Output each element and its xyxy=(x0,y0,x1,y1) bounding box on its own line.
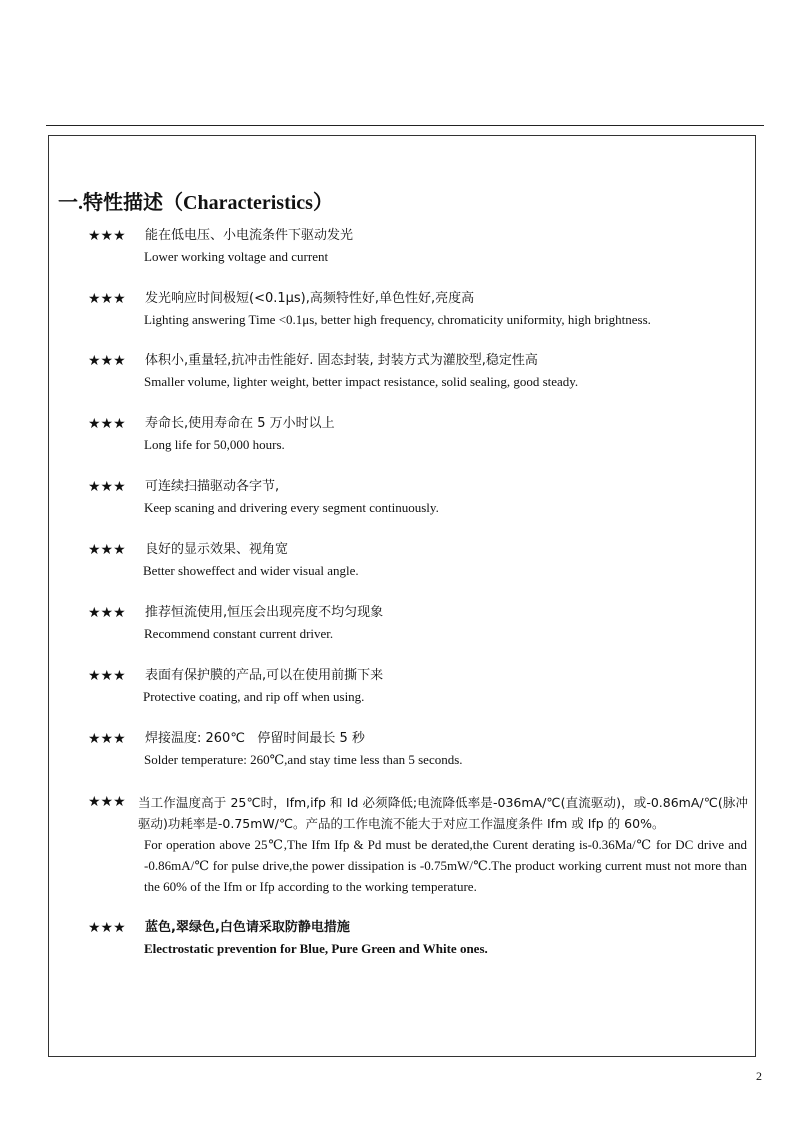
page-number: 2 xyxy=(756,1069,762,1083)
rating-stars: ★★★ xyxy=(88,794,126,810)
rating-stars: ★★★ xyxy=(88,416,126,432)
item-chinese-text: 体积小,重量轻,抗冲击性能好. 固态封装, 封装方式为灌胶型,稳定性高 xyxy=(145,353,538,368)
item-english-text: Electrostatic prevention for Blue, Pure Green and White ones. xyxy=(144,941,488,956)
item-english-text: Smaller volume, lighter weight, better impact resistance, solid sealing, good steady. xyxy=(144,374,579,389)
item-english-text: Solder temperature: 260℃,and stay time less than 5 seconds. xyxy=(144,752,463,767)
rating-stars: ★★★ xyxy=(88,668,126,684)
rating-stars: ★★★ xyxy=(88,920,126,936)
rating-stars: ★★★ xyxy=(88,228,126,244)
item-english-text: Protective coating, and rip off when using. xyxy=(143,689,365,704)
section-title: 一.特性描述（Characteristics） xyxy=(58,192,333,214)
item-english-text: For operation above 25℃,The Ifm Ifp & Pd must be derated,the Curent derating is-0.36Ma/℃ for DC drive and -0.86mA/℃ for pulse drive,the power dissipation is -0.75mW/℃.The product working current must not more than the 60% of the Ifm or Ifp according to the working temperature. xyxy=(144,837,747,894)
item-chinese-text: 当工作温度高于 25℃时，Ifm,ifp 和 Id 必须降低;电流降低率是-036mA/℃(直流驱动)，或-0.86mA/℃(脉冲驱动)功耗率是-0.75mW/℃。产品的工作电流不能大于对应工作温度条件 Ifm 或 Ifp 的 60%。 xyxy=(138,795,748,831)
item-english-text: Lower working voltage and current xyxy=(144,249,329,264)
item-english-text: Better showeffect and wider visual angle. xyxy=(143,563,359,578)
item-chinese-text: 发光响应时间极短(<0.1μs),高频特性好,单色性好,亮度高 xyxy=(145,291,475,306)
rating-stars: ★★★ xyxy=(88,353,126,369)
rating-stars: ★★★ xyxy=(88,542,126,558)
item-english-text: Keep scaning and drivering every segment continuously. xyxy=(144,500,439,515)
item-chinese-text: 蓝色,翠绿色,白色请采取防静电措施 xyxy=(145,920,350,935)
item-chinese-text: 表面有保护膜的产品,可以在使用前撕下来 xyxy=(145,668,384,683)
rating-stars: ★★★ xyxy=(88,291,126,307)
item-english-text: Lighting answering Time <0.1μs, better high frequency, chromaticity uniformity, high brightness. xyxy=(144,312,651,327)
item-chinese-text: 焊接温度: 260℃ 停留时间最长 5 秒 xyxy=(145,731,365,746)
rating-stars: ★★★ xyxy=(88,479,126,495)
header-rule xyxy=(46,125,764,126)
item-chinese-text: 能在低电压、小电流条件下驱动发光 xyxy=(145,228,354,243)
item-chinese-text: 良好的显示效果、视角宽 xyxy=(145,542,289,557)
rating-stars: ★★★ xyxy=(88,605,126,621)
item-english-text: Recommend constant current driver. xyxy=(144,626,334,641)
item-chinese-text: 推荐恒流使用,恒压会出现亮度不均匀现象 xyxy=(145,605,384,620)
rating-stars: ★★★ xyxy=(88,731,126,747)
item-english-text: Long life for 50,000 hours. xyxy=(144,437,285,452)
item-chinese-text: 可连续扫描驱动各字节, xyxy=(145,479,280,494)
item-chinese-text: 寿命长,使用寿命在 5 万小时以上 xyxy=(145,416,335,431)
